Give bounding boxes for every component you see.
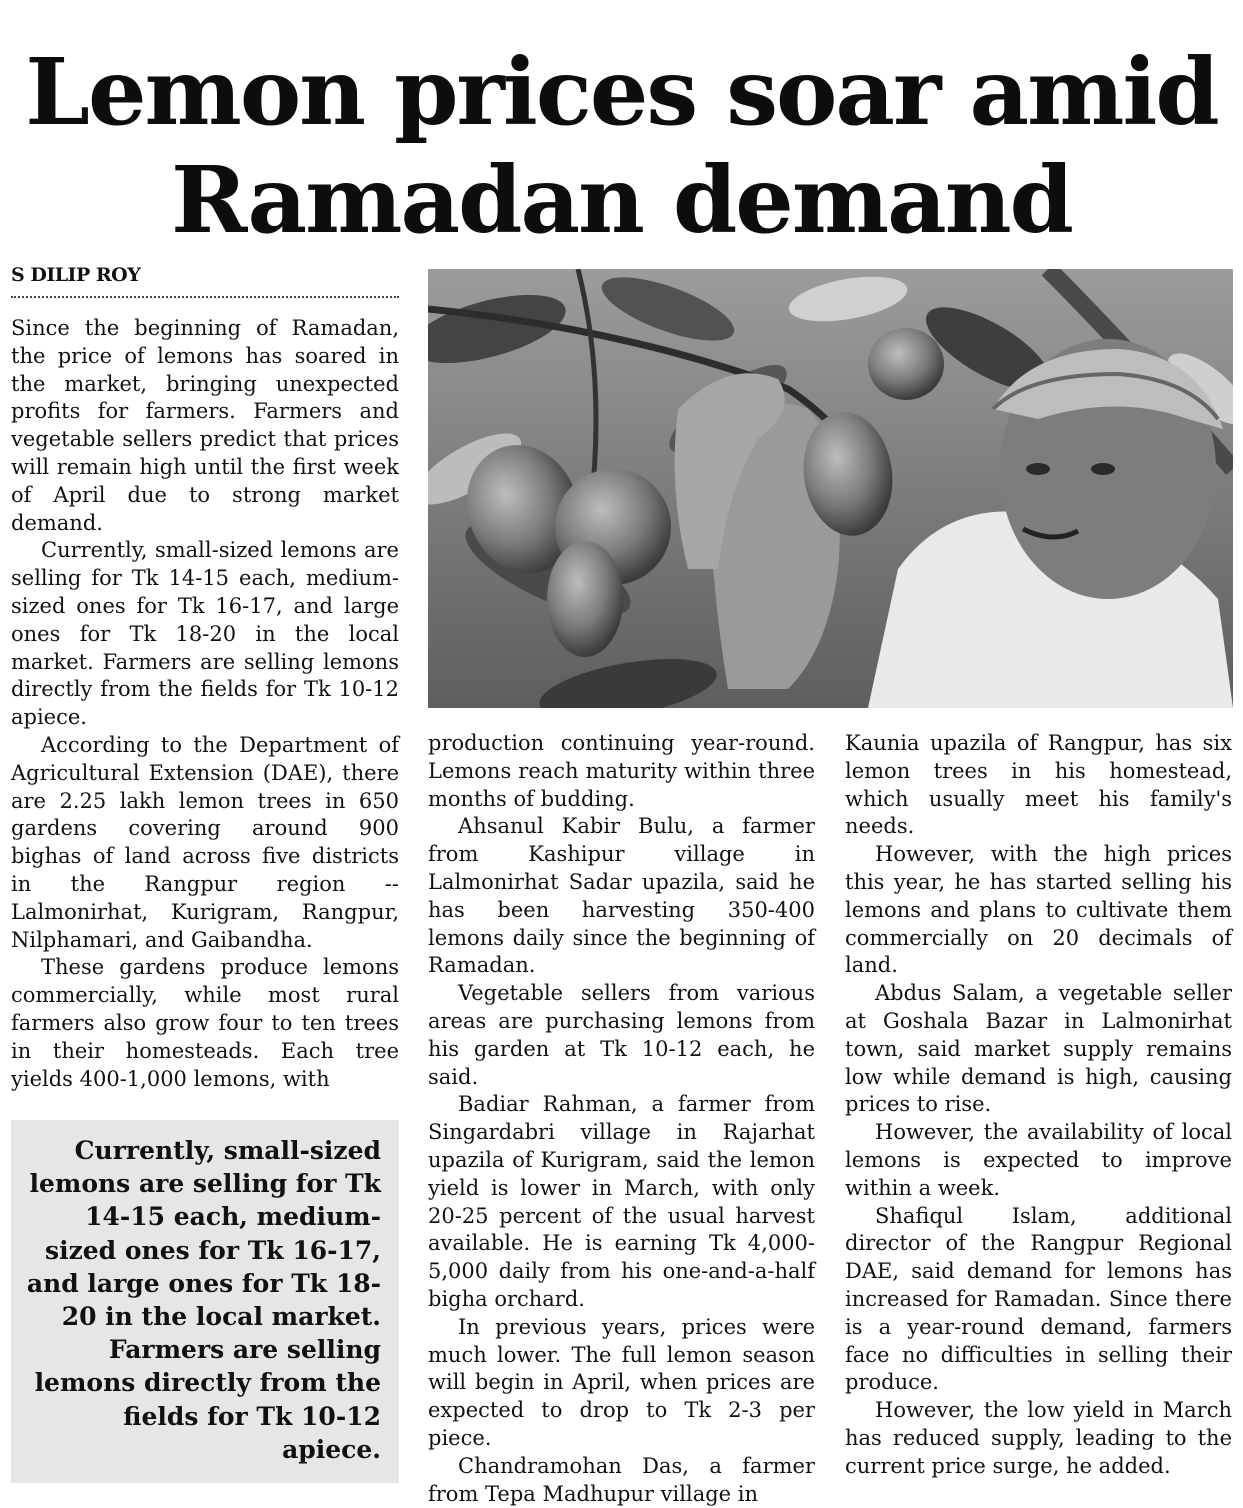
paragraph: Chandramohan Das, a farmer from Tepa Madhupur village in (428, 1453, 815, 1506)
byline: S DILIP ROY (11, 264, 399, 298)
paragraph: However, the low yield in March has reduced supply, leading to the current price surge, he added. (845, 1398, 1232, 1478)
paragraph: Kaunia upazila of Rangpur, has six lemon trees in his homestead, which usually meet his family's needs. (845, 731, 1232, 839)
paragraph: production continuing year-round. Lemons reach maturity within three months of budding. (428, 731, 815, 811)
paragraph: Currently, small-sized lemons are selling for Tk 14-15 each, medium-sized ones for Tk 16-17, and large ones for Tk 18-20 in the local market. Farmers are selling lemons directly from the fields for Tk 10-12 apiece. (11, 538, 399, 730)
paragraph: According to the Department of Agricultural Extension (DAE), there are 2.25 lakh lemon trees in 650 gardens covering around 900 bighas of land across five districts in the Rangpur region -- Lalmonirhat, Kurigram, Rangpur, Nilphamari, and Gaibandha. (11, 732, 399, 952)
paragraph: Vegetable sellers from various areas are purchasing lemons from his garden at Tk 10-12 each, he said. (428, 981, 815, 1089)
column-2 (428, 730, 815, 1508)
photo-farmer-holding-lemons-icon (428, 269, 1233, 708)
paragraph: However, the availability of local lemons is expected to improve within a week. (845, 1120, 1232, 1200)
headline (0, 38, 1243, 254)
paragraph: In previous years, prices were much lower. The full lemon season will begin in April, when prices are expected to drop to Tk 2-3 per piece. (428, 1314, 815, 1450)
paragraph: Shafiqul Islam, additional director of the Rangpur Regional DAE, said demand for lemons has increased for Ramadan. Since there is a year-round demand, farmers face no difficulties in selling their produce. (845, 1203, 1232, 1395)
paragraph: However, with the high prices this year, he has started selling his lemons and plans to cultivate them commercially on 20 decimals of land. (845, 842, 1232, 978)
article-photo (428, 269, 1233, 708)
pull-quote: Currently, small-sized lemons are selling for Tk 14-15 each, medium-sized ones for Tk 16-17, and large ones for Tk 18-20 in the local market. Farmers are selling lemons directly from the fields for Tk 10-12 apiece. (11, 1120, 399, 1483)
paragraph: These gardens produce lemons commercially, while most rural farmers also grow four to ten trees in their homesteads. Each tree yields 400-1,000 lemons, with (11, 955, 399, 1091)
paragraph: Ahsanul Kabir Bulu, a farmer from Kashipur village in Lalmonirhat Sadar upazila, said he has been harvesting 350-400 lemons daily since the beginning of Ramadan. (428, 814, 815, 978)
column-1 (11, 315, 399, 1093)
headline-line-2: Ramadan demand (170, 146, 1073, 254)
paragraph: Since the beginning of Ramadan, the price of lemons has soared in the market, bringing unexpected profits for farmers. Farmers and vegetable sellers predict that prices will remain high until the first week of April due to strong market demand. (11, 316, 399, 535)
headline-line-1: Lemon prices soar amid (25, 38, 1218, 146)
paragraph: Abdus Salam, a vegetable seller at Goshala Bazar in Lalmonirhat town, said market supply remains low while demand is high, causing prices to rise. (845, 981, 1232, 1117)
column-3 (845, 730, 1232, 1481)
paragraph: Badiar Rahman, a farmer from Singardabri village in Rajarhat upazila of Kurigram, said the lemon yield is lower in March, with only 20-25 percent of the usual harvest available. He is earning Tk 4,000-5,000 daily from his one-and-a-half bigha orchard. (428, 1092, 815, 1311)
